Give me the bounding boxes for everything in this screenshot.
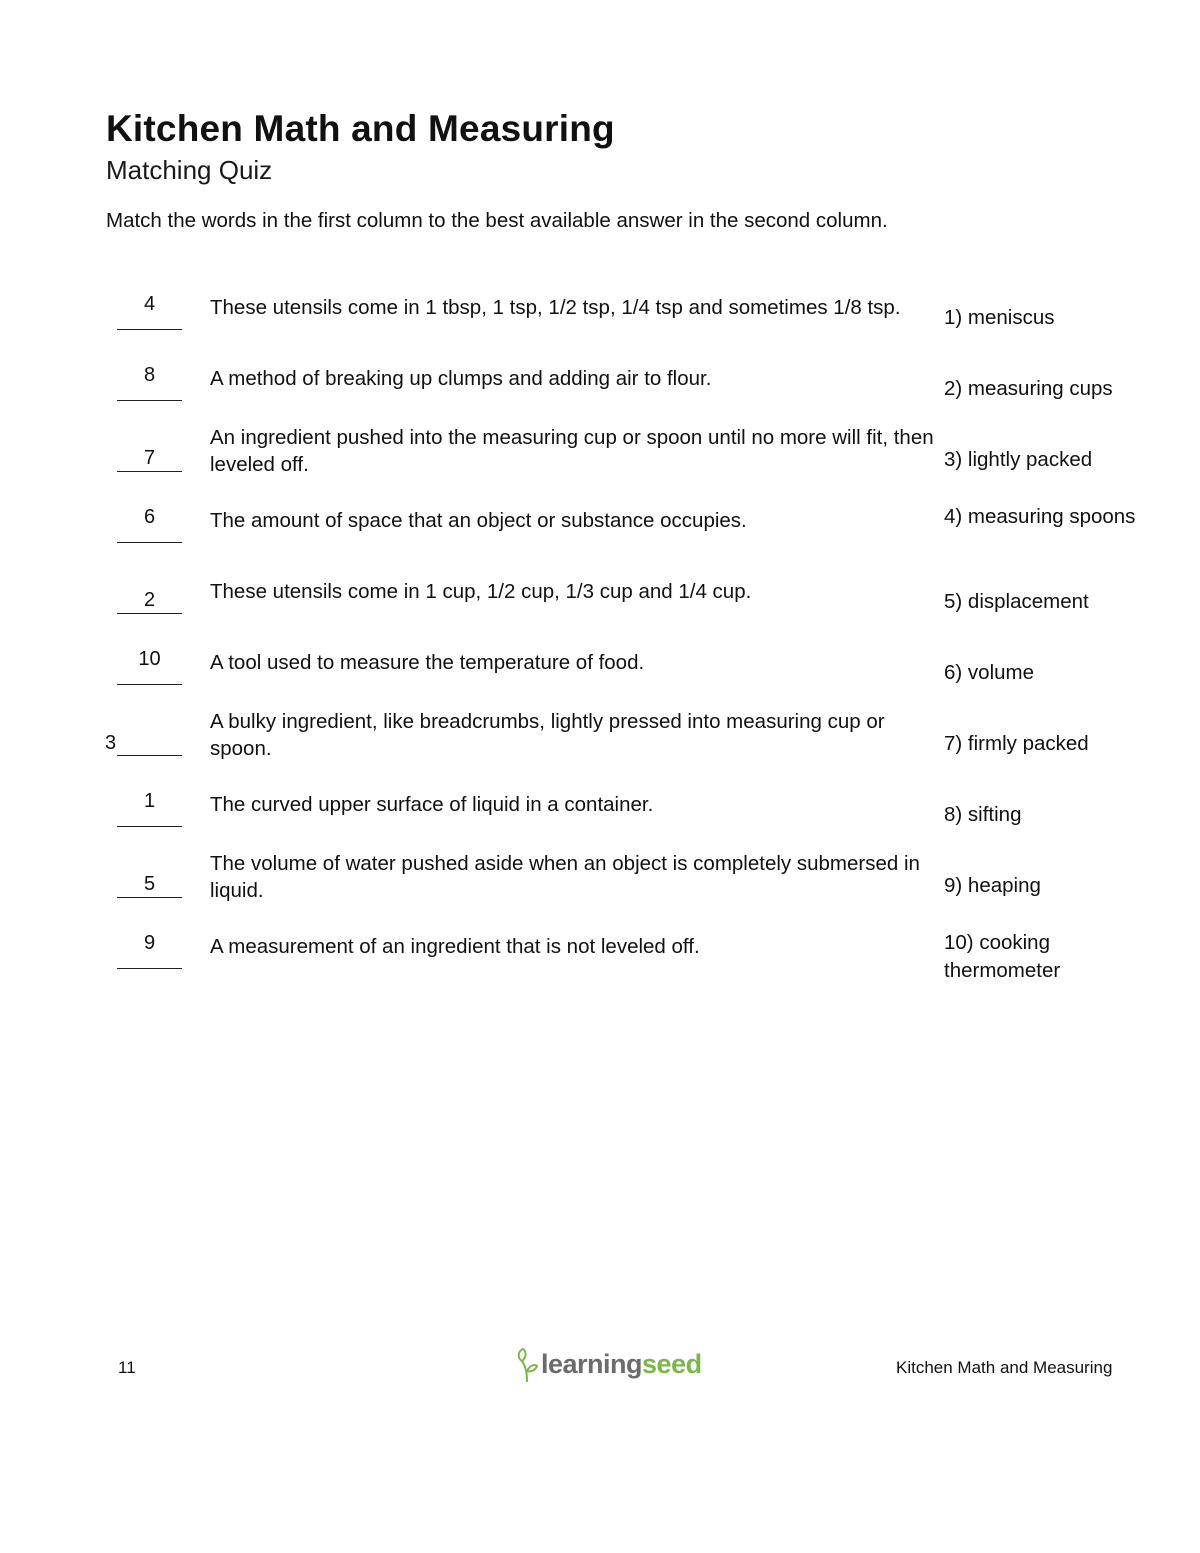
option-text: 1) meniscus (944, 306, 1055, 329)
matching-quiz (106, 290, 1146, 1000)
question-text: The curved upper surface of liquid in a container. (210, 793, 654, 816)
quiz-row-8 (106, 787, 1146, 858)
answer-blank[interactable] (117, 858, 182, 898)
option-text: 5) displacement (944, 590, 1089, 613)
question-text: A method of breaking up clumps and adding air to flour. (210, 367, 712, 390)
footer-title: Kitchen Math and Measuring (896, 1358, 1113, 1377)
answer-value: 4 (143, 293, 156, 315)
option-text: 10) cooking thermometer (944, 931, 1061, 982)
instructions: Match the words in the first column to the best available answer in the second column. (106, 209, 888, 232)
answer-blank[interactable] (117, 432, 182, 472)
option-text: 9) heaping (944, 874, 1041, 897)
quiz-row-1 (106, 290, 1146, 361)
answer-value: 5 (143, 873, 156, 895)
seedling-icon (516, 1345, 538, 1383)
option-text: 4) measuring spoons (944, 505, 1136, 528)
option-text: 3) lightly packed (944, 448, 1093, 471)
quiz-row-7 (105, 710, 1146, 787)
quiz-row-9 (106, 852, 1146, 929)
answer-blank[interactable] (117, 290, 182, 330)
learningseed-logo (516, 1344, 702, 1384)
question-text: A bulky ingredient, like breadcrumbs, lightly pressed into measuring cup or spoon. (210, 710, 885, 760)
answer-value: 8 (143, 364, 156, 386)
answer-blank[interactable] (105, 716, 182, 756)
page-subtitle: Matching Quiz (106, 155, 273, 185)
answer-value: 3 (105, 732, 117, 754)
answer-blank[interactable] (117, 574, 182, 614)
option-text: 7) firmly packed (944, 732, 1089, 755)
question-text: A tool used to measure the temperature of food. (210, 651, 645, 674)
answer-value: 1 (143, 790, 156, 812)
answer-value: 7 (143, 447, 156, 469)
question-text: These utensils come in 1 cup, 1/2 cup, 1/3 cup and 1/4 cup. (210, 580, 752, 603)
question-text: A measurement of an ingredient that is not leveled off. (210, 935, 700, 958)
question-text: An ingredient pushed into the measuring cup or spoon until no more will fit, then leveled off. (210, 426, 934, 476)
quiz-row-2 (106, 361, 1146, 432)
answer-value: 9 (143, 932, 156, 954)
answer-blank[interactable] (117, 929, 182, 969)
question-text: These utensils come in 1 tbsp, 1 tsp, 1/2 tsp, 1/4 tsp and sometimes 1/8 tsp. (210, 296, 901, 319)
option-text: 6) volume (944, 661, 1035, 684)
answer-value: 6 (143, 506, 156, 528)
answer-blank[interactable] (117, 645, 182, 685)
answer-blank[interactable] (117, 361, 182, 401)
answer-blank[interactable] (117, 503, 182, 543)
logo-seed: seed (642, 1348, 702, 1379)
question-text: The amount of space that an object or substance occupies. (210, 509, 747, 532)
option-text: 2) measuring cups (944, 377, 1113, 400)
page-number: 11 (118, 1358, 136, 1377)
quiz-row-4 (106, 503, 1146, 574)
quiz-row-6 (106, 645, 1146, 716)
option-text: 8) sifting (944, 803, 1022, 826)
answer-blank[interactable] (117, 787, 182, 827)
logo-wordmark (541, 1349, 702, 1380)
answer-value: 10 (138, 648, 161, 670)
answer-value: 2 (143, 589, 156, 611)
quiz-row-3 (106, 426, 1146, 503)
question-text: The volume of water pushed aside when an object is completely submersed in liquid. (210, 852, 920, 902)
quiz-row-10 (106, 929, 1146, 1000)
logo-learning: learning (541, 1348, 643, 1379)
quiz-row-5 (106, 574, 1146, 645)
page-title: Kitchen Math and Measuring (106, 108, 615, 149)
